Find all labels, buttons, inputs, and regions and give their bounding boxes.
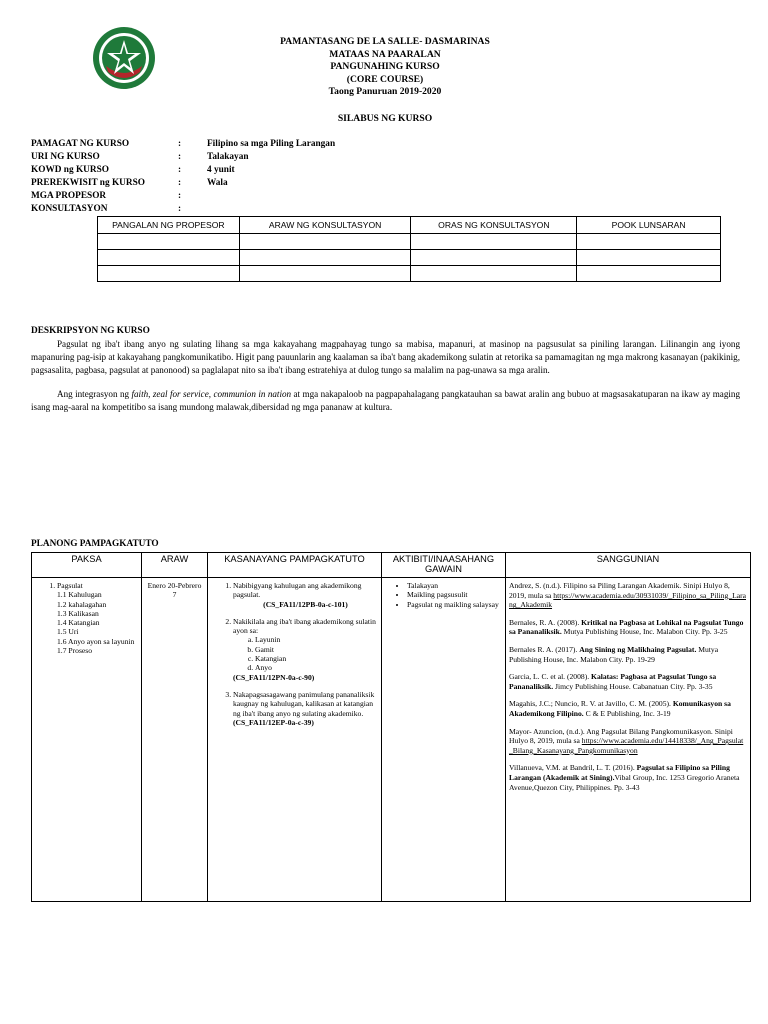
table-cell — [577, 250, 721, 266]
info-colon: : — [178, 191, 182, 201]
reference-title: Pagsulat sa Filipino sa Piling Larangan (Akademik at Sining). — [509, 763, 730, 782]
table-cell — [98, 234, 240, 250]
reference-text: Mutya Publishing House, Inc. Malabon City. Pp. 3-25 — [561, 627, 728, 637]
reference-item — [509, 645, 747, 664]
reference-text: Bernales, R. A. (2008). — [509, 617, 582, 627]
competency-item — [233, 581, 378, 617]
competency-code-text: (CS_FA11/12EP-0a-c-39) — [233, 717, 314, 727]
header-line-school: MATAAS NA PAARALAN — [329, 48, 441, 60]
consultation-header-row — [98, 217, 721, 234]
school-header — [200, 36, 570, 99]
table-row — [98, 234, 721, 250]
list-item: a. Layunin — [255, 635, 378, 644]
course-info — [31, 138, 731, 216]
table-cell — [98, 266, 240, 282]
header-line-university: PAMANTASANG DE LA SALLE- DASMARINAS — [280, 36, 490, 47]
competency-code-text: (CS_FA11/12PN-0a-c-90) — [233, 672, 315, 682]
info-value: Filipino sa mga Piling Larangan — [207, 139, 336, 149]
info-colon: : — [178, 178, 182, 188]
info-row-title — [31, 138, 731, 151]
table-cell — [239, 266, 411, 282]
list-item: 1.6 Anyo ayon sa layunin — [57, 636, 135, 646]
info-colon: : — [178, 204, 182, 214]
list-item: 1.7 Proseso — [57, 646, 93, 656]
list-item: 1.1 Kahulugan — [57, 590, 102, 600]
competency-item — [233, 617, 378, 690]
column-header: PANGALAN NG PROPESOR — [98, 217, 240, 234]
reference-link[interactable]: https://www.academia.edu/14418338/_Ang_Pagsulat_Bilang_Kasanayang_Pangkomunikasyon — [509, 736, 744, 755]
reference-link[interactable]: https://www.academia.edu/30931039/_Filipino_sa_Piling_Larang_Akademik — [509, 590, 746, 610]
document-title: SILABUS NG KURSO — [337, 113, 433, 124]
column-header: POOK LUNSARAN — [577, 217, 721, 234]
competency-code — [233, 600, 378, 609]
learning-plan-table — [31, 552, 751, 902]
reference-title: Kalatas: Pagbasa at Pagsulat Tungo sa Pananaliksik. — [509, 672, 717, 691]
core-values-italic: faith, zeal for service, communion in nation — [131, 389, 292, 399]
list-item: 1.4 Katangian — [57, 618, 100, 628]
info-row-type — [31, 151, 731, 164]
info-label: URI NG KURSO — [31, 152, 100, 162]
header-line-core-course: (CORE COURSE) — [346, 73, 424, 85]
info-value: Wala — [207, 178, 228, 188]
paragraph-text: at mga nakapaloob na pagpapahalagang pangkatauhan sa bawat aralin ang bubuo at magsasakatuparan na ikaw ay maging isang mag-aaral na kompetitibo sa isang mundong malawak,dibersidad ng mga pananaw at kultura. — [31, 389, 740, 413]
info-value: 4 yunit — [207, 165, 235, 175]
reference-item — [509, 727, 747, 756]
activity-cell — [382, 578, 506, 902]
info-label: MGA PROPESOR — [31, 191, 107, 201]
column-header: PAKSA — [32, 553, 142, 578]
topic-cell — [32, 578, 142, 902]
description-paragraph-1: Pagsulat ng iba't ibang anyo ng sulating lihang sa mga kakayahang magpahayag tungo sa mabisa, mapanuri, at masinop na pagsusulat sa piniling larangan. Lilinangin ang iyong mapanuring pag-isip at kakayahang pangkomunikatibo. Higit pang pauunlarin ang kaalaman sa iba't bang akademikong sulatin at retorika sa pamamagitan ng mga makrong kasanayan (pakikinig, pagsasalita, pagbasa, pagsulat at panonood) sa paglalapat nito sa iba't ibang estratehiya at dulog tungo sa malalim na pag-unawa sa mga aralin. — [31, 339, 740, 376]
info-value: Talakayan — [207, 152, 249, 162]
reference-text: Garcia, L. C. et al. (2008). — [509, 672, 592, 682]
list-item: d. Anyo — [255, 663, 378, 672]
table-row — [98, 250, 721, 266]
info-row-code — [31, 164, 731, 177]
reference-title: Komunikasyon sa Akademikong Filipino. — [509, 699, 731, 718]
list-item: • Talakayan — [407, 581, 502, 590]
info-label: PAMAGAT NG KURSO — [31, 139, 130, 149]
plan-header-row — [32, 553, 751, 578]
list-item: c. Katangian — [255, 654, 378, 663]
competency-text: 2. Nakikilala ang iba't ibang akademikong sulatin ayon sa: — [233, 616, 376, 636]
list-item: • Pagsulat ng maikling salaysay — [407, 600, 502, 609]
table-cell — [239, 250, 411, 266]
competency-text: 3. Nakapagsasagawang panimulang pananaliksik kaugnay ng kahulugan, kalikasan at katangian ng iba't ibang anyo ng sulating akademiko. — [233, 689, 375, 718]
reference-text: Jimcy Publishing House. Cabanatuan City. Pp. 3-35 — [553, 681, 713, 691]
column-header: ORAS NG KONSULTASYON — [411, 217, 577, 234]
info-label: PREREKWISIT ng KURSO — [31, 178, 146, 188]
info-row-professors — [31, 190, 731, 203]
competency-cell — [208, 578, 382, 902]
list-item: 1.5 Uri — [57, 627, 79, 637]
info-row-prerequisite — [31, 177, 731, 190]
table-row — [32, 578, 751, 902]
description-title: DESKRIPSYON NG KURSO — [31, 326, 150, 336]
reference-item — [509, 763, 747, 792]
reference-text: Vibal Group, Inc. 1253 Gregorio Araneta Avenue,Quezon City, Philippines. Pp. 3-43 — [509, 772, 740, 792]
list-item: b. Gamit — [255, 645, 378, 654]
table-cell — [411, 234, 577, 250]
header-line-school-year: Taong Panuruan 2019-2020 — [328, 86, 442, 98]
info-colon: : — [178, 139, 182, 149]
topic-main: Pagsulat — [57, 581, 83, 590]
university-seal-logo — [92, 26, 156, 90]
reference-item — [509, 672, 747, 691]
consultation-table — [97, 216, 721, 282]
paragraph-text: Ang integrasyon ng — [57, 389, 132, 399]
date-cell: Enero 20-Pebrero 7 — [142, 578, 208, 902]
reference-text: C & E Publishing, Inc. 3-19 — [583, 708, 671, 718]
table-cell — [98, 250, 240, 266]
list-item: • Maikling pagsusulit — [407, 590, 502, 599]
info-label: KONSULTASYON — [31, 204, 108, 214]
competency-code-text: (CS_FA11/12PB-0a-c-101) — [263, 599, 348, 609]
reference-text: Villanueva, V.M. at Bandril, L. T. (2016). — [509, 763, 637, 773]
reference-item — [509, 699, 747, 718]
info-row-consultation — [31, 203, 731, 216]
reference-item — [509, 581, 747, 610]
competency-text: 1. Nabibigyang kahulugan ang akademikong pagsulat. — [233, 581, 362, 600]
header-line-course-type: PANGUNAHING KURSO — [330, 61, 440, 73]
table-cell — [411, 266, 577, 282]
table-cell — [577, 234, 721, 250]
list-item: 1.3 Kalikasan — [57, 608, 99, 618]
reference-text: Andrez, S. (n.d.). Filipino sa Piling Larangan Akademik. Sinipi Hulyo 8, 2019, mula sa — [509, 581, 730, 600]
column-header: ARAW — [142, 553, 208, 578]
topic-item — [57, 581, 138, 655]
table-row — [98, 266, 721, 282]
column-header: KASANAYANG PAMPAGKATUTO — [208, 553, 382, 578]
info-colon: : — [178, 152, 182, 162]
table-cell — [239, 234, 411, 250]
references-cell — [506, 578, 751, 902]
info-label: KOWD ng KURSO — [31, 165, 110, 175]
topic-subitems — [57, 590, 138, 655]
competency-subitems — [233, 635, 378, 672]
column-header: ARAW NG KONSULTASYON — [239, 217, 411, 234]
competency-item — [233, 690, 378, 727]
column-header: AKTIBITI/INAASAHANG GAWAIN — [382, 553, 506, 578]
learning-plan-title: PLANONG PAMPAGKATUTO — [31, 539, 159, 549]
reference-text: Magahis, J.C.; Nuncio, R. V. at Javillo, C. M. (2005). — [509, 699, 673, 709]
column-header: SANGGUNIAN — [506, 553, 751, 578]
info-colon: : — [178, 165, 182, 175]
description-paragraph-2 — [31, 388, 740, 414]
reference-text: Bernales R. A. (2017). — [509, 644, 580, 654]
reference-text: Mayor- Azuncion, (n.d.). Ang Pagsulat Bilang Pangkomunikasyon. Sinipi Hulyo 8, 2019, mula sa — [509, 726, 733, 746]
list-item: 1.2 kahalagahan — [57, 599, 107, 609]
reference-item — [509, 618, 747, 637]
reference-title: Kritikal na Pagbasa at Lohikal na Pagsulat Tungo sa Pananaliksik. — [509, 617, 744, 637]
reference-title: Ang Sining ng Malikhaing Pagsulat. — [579, 644, 697, 654]
table-cell — [577, 266, 721, 282]
reference-text: Mutya Publishing House, Inc. Malabon City. Pp. 19-29 — [509, 644, 719, 664]
table-cell — [411, 250, 577, 266]
